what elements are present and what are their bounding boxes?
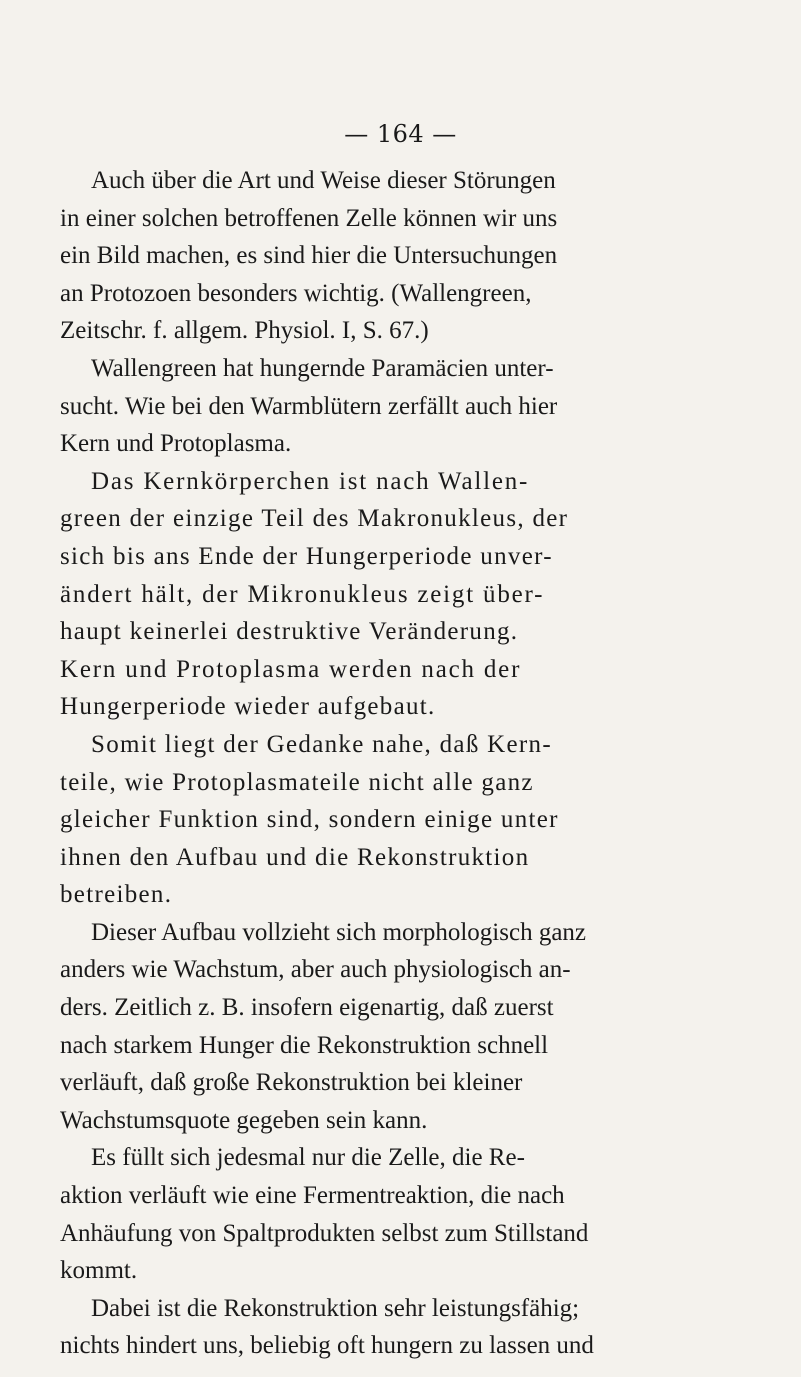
spaced-paragraph-line: betreiben. [60, 881, 173, 909]
paragraph-line: nach starkem Hunger die Rekonstruktion schnell [60, 1031, 549, 1059]
spaced-paragraph-line: gleicher Funktion sind, sondern einige unter [60, 806, 559, 834]
paragraph-line: Dieser Aufbau vollzieht sich morphologisch ganz [91, 918, 587, 946]
paragraph-line: an Protozoen besonders wichtig. (Wallengreen, [60, 279, 532, 307]
paragraph-line: Dabei ist die Rekonstruktion sehr leistungsfähig; [91, 1294, 580, 1322]
paragraph-line: in einer solchen betroffenen Zelle können wir uns [60, 204, 558, 232]
body-text [60, 162, 758, 1365]
paragraph-line: nichts hindert uns, beliebig oft hungern zu lassen und [60, 1332, 594, 1360]
spaced-paragraph-line: ändert hält, der Mikronukleus zeigt über- [60, 580, 545, 608]
spaced-paragraph-line: teile, wie Protoplasmateile nicht alle ganz [60, 768, 534, 796]
paragraph-line: ders. Zeitlich z. B. insofern eigenartig, daß zuerst [60, 994, 554, 1022]
paragraph-line: Wallengreen hat hungernde Paramäcien unter- [91, 354, 554, 382]
paragraph-line: Anhäufung von Spaltprodukten selbst zum Stillstand [60, 1219, 589, 1247]
spaced-paragraph-line: ihnen den Aufbau und die Rekonstruktion [60, 843, 530, 871]
spaced-paragraph-line: Das Kernkörperchen ist nach Wallen- [91, 467, 530, 495]
paragraph-line: aktion verläuft wie eine Fermentreaktion, die nach [60, 1182, 565, 1210]
spaced-paragraph-line: Hungerperiode wieder aufgebaut. [60, 693, 436, 721]
paragraph-line: verläuft, daß große Rekonstruktion bei kleiner [60, 1069, 523, 1097]
paragraph-line: Zeitschr. f. allgem. Physiol. I, S. 67.) [60, 317, 429, 345]
paragraph-line: Auch über die Art und Weise dieser Störungen [91, 167, 556, 194]
spaced-paragraph-line: haupt keinerlei destruktive Veränderung. [60, 618, 519, 646]
paragraph-line: sucht. Wie bei den Warmblütern zerfällt auch hier [60, 392, 558, 420]
paragraph-line: Wachstumsquote gegeben sein kann. [60, 1106, 428, 1134]
paragraph-line: ein Bild machen, es sind hier die Untersuchungen [60, 242, 558, 270]
page-number: — 164 — [344, 120, 457, 148]
spaced-paragraph-line: Somit liegt der Gedanke nahe, daß Kern- [91, 730, 552, 758]
paragraph-line: anders wie Wachstum, aber auch physiologisch an- [60, 956, 571, 984]
spaced-paragraph-line: Kern und Protoplasma werden nach der [60, 655, 522, 683]
spaced-paragraph-line: green der einzige Teil des Makronukleus, der [60, 505, 569, 533]
spaced-paragraph-line: sich bis ans Ende der Hungerperiode unver- [60, 542, 553, 570]
paragraph-line: Es füllt sich jedesmal nur die Zelle, die Re- [91, 1144, 525, 1172]
paragraph-line: Kern und Protoplasma. [60, 430, 292, 458]
paragraph-line: kommt. [60, 1257, 138, 1285]
